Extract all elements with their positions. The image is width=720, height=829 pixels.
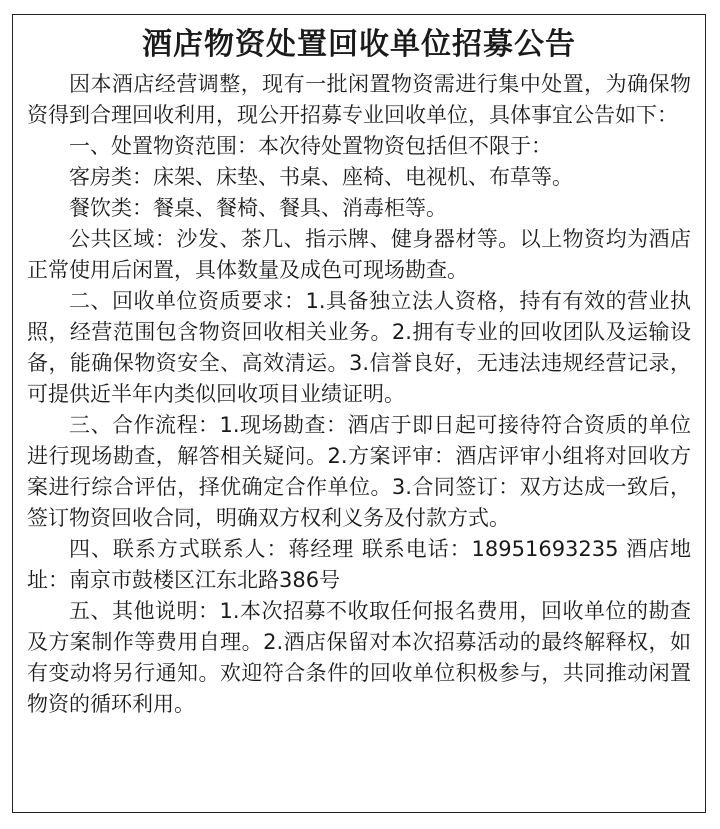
section-qualifications: 二、回收单位资质要求：1.具备独立法人资格，持有有效的营业执照，经营范围包含物资回收相关业务。2.拥有专业的回收团队及运输设备，能确保物资安全、高效清运。3.信誉良好，无违法违规经营记录，可提供近半年内类似回收项目业绩证明。 xyxy=(27,289,691,406)
notice-box xyxy=(12,14,706,813)
notice-title: 酒店物资处置回收单位招募公告 xyxy=(142,27,576,62)
section-process: 三、合作流程：1.现场勘查：酒店于即日起可接待符合资质的单位进行现场勘查，解答相关疑问。2.方案评审：酒店评审小组将对回收方案进行综合评估，择优确定合作单位。3.合同签订：双方达成一致后，签订物资回收合同，明确双方权利义务及付款方式。 xyxy=(27,413,691,530)
item-public-areas: 公共区域：沙发、茶几、指示牌、健身器材等。以上物资均为酒店正常使用后闲置，具体数量及成色可现场勘查。 xyxy=(27,227,691,282)
item-catering: 餐饮类：餐桌、餐椅、餐具、消毒柜等。 xyxy=(69,196,447,220)
intro-paragraph: 因本酒店经营调整，现有一批闲置物资需进行集中处置，为确保物资得到合理回收利用，现公开招募专业回收单位，具体事宜公告如下： xyxy=(27,72,691,127)
section-other: 五、其他说明：1.本次招募不收取任何报名费用，回收单位的勘查及方案制作等费用自理。2.酒店保留对本次招募活动的最终解释权，如有变动将另行通知。欢迎符合条件的回收单位积极参与，共同推动闲置物资的循环利用。 xyxy=(27,599,691,716)
section-disposal-scope: 一、处置物资范围：本次待处置物资包括但不限于： xyxy=(69,134,552,158)
item-guest-rooms: 客房类：床架、床垫、书桌、座椅、电视机、布草等。 xyxy=(69,165,573,189)
section-contact: 四、联系方式联系人：蒋经理 联系电话：18951693235 酒店地址：南京市鼓楼区江东北路386号 xyxy=(27,537,691,592)
notice-body xyxy=(13,69,705,720)
